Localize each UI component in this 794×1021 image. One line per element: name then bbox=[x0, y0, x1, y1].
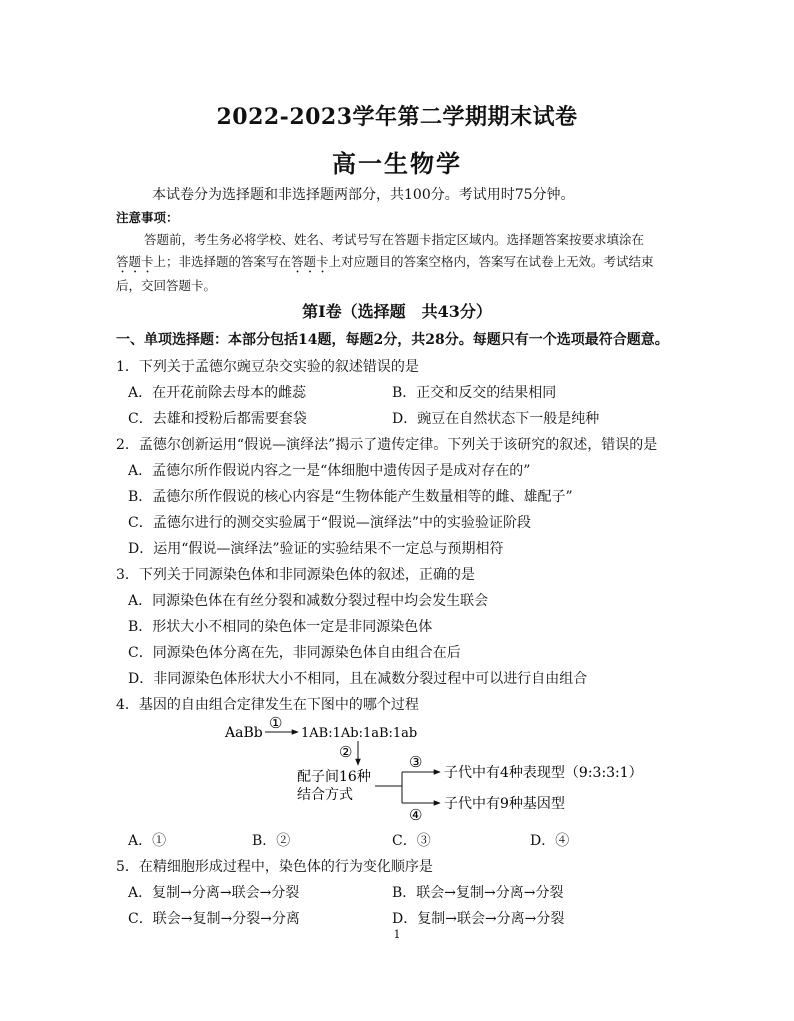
question-2-stem: 2．孟德尔创新运用“假说—演绎法”揭示了遗传定律。下列关于该研究的叙述，错误的是 bbox=[116, 437, 658, 453]
exam-intro: 本试卷分为选择题和非选择题两部分，共100分。考试用时75分钟。 bbox=[152, 187, 575, 203]
question-1-option-d: D．豌豆在自然状态下一般是纯种 bbox=[392, 411, 600, 427]
question-5-option-a: A．复制→分离→联会→分裂 bbox=[128, 885, 300, 901]
notice-line-2 bbox=[116, 252, 654, 276]
notice-line-2-text-1: 上；非选择题的答案写在 bbox=[153, 254, 292, 269]
diagram-combination-line-2: 结合方式 bbox=[297, 787, 353, 803]
question-1-option-c: C．去雄和授粉后都需要套袋 bbox=[128, 411, 307, 427]
question-3-option-b: B．形状大小不相同的染色体一定是非同源染色体 bbox=[128, 619, 433, 635]
question-5-option-c: C．联会→复制→分裂→分离 bbox=[128, 911, 300, 927]
question-4-option-d: D．④ bbox=[530, 833, 570, 849]
question-2-option-b: B．孟德尔所作假说的核心内容是“生物体能产生数量相等的雌、雄配子” bbox=[128, 489, 573, 505]
question-3-stem: 3．下列关于同源染色体和非同源染色体的叙述，正确的是 bbox=[116, 567, 475, 583]
diagram-parent-genotype: AaBb bbox=[225, 725, 263, 741]
question-3-option-a: A．同源染色体在有丝分裂和减数分裂过程中均会发生联会 bbox=[128, 593, 489, 609]
question-4-option-a: A．① bbox=[128, 833, 167, 849]
notice-answer-card-2: 答题卡 bbox=[291, 254, 329, 269]
diagram-result-phenotypes: 子代中有4种表现型（9:3:3:1） bbox=[444, 765, 643, 781]
question-5-option-b: B．联会→复制→分离→分裂 bbox=[392, 885, 564, 901]
question-4-option-c: C．③ bbox=[392, 833, 431, 849]
diagram-combination-line-1: 配子间16种 bbox=[297, 769, 371, 785]
page-number: 1 bbox=[393, 928, 401, 941]
notice-line-1: 答题前，考生务必将学校、姓名、考试号写在答题卡指定区域内。选择题答案按要求填涂在 bbox=[144, 232, 645, 247]
part-heading: 一、单项选择题：本部分包括14题，每题2分，共28分。每题只有一个选项最符合题意。 bbox=[116, 332, 669, 348]
question-1-option-b: B．正交和反交的结果相同 bbox=[392, 385, 557, 401]
notice-heading: 注意事项： bbox=[116, 210, 179, 225]
notice-line-2-text-2: 上对应题目的答案空格内，答案写在试卷上无效。考试结束 bbox=[328, 254, 654, 269]
question-4-stem: 4．基因的自由组合定律发生在下图中的哪个过程 bbox=[116, 697, 419, 713]
section-title: 第Ⅰ卷（选择题 共43分） bbox=[302, 302, 492, 321]
notice-line-3: 后，交回答题卡。 bbox=[116, 278, 217, 293]
question-3-option-d: D．非同源染色体形状大小不相同，且在减数分裂过程中可以进行自由组合 bbox=[128, 671, 588, 687]
diagram-step-3-label: ③ bbox=[409, 753, 423, 771]
diagram-step-4-label: ④ bbox=[409, 806, 423, 824]
diagram-gamete-ratio: 1AB:1Ab:1aB:1ab bbox=[301, 726, 418, 741]
diagram-step-2-label: ② bbox=[339, 743, 353, 761]
question-5-option-d: D．复制→联会→分离→分裂 bbox=[392, 911, 565, 927]
question-5-stem: 5．在精细胞形成过程中，染色体的行为变化顺序是 bbox=[116, 859, 433, 875]
diagram-step-1-label: ① bbox=[269, 714, 283, 732]
question-2-option-d: D．运用“假说—演绎法”验证的实验结果不一定总与预期相符 bbox=[128, 541, 504, 557]
question-1-option-a: A．在开花前除去母本的雌蕊 bbox=[128, 385, 307, 401]
free-combination-diagram bbox=[215, 713, 655, 825]
question-1-stem: 1．下列关于孟德尔豌豆杂交实验的叙述错误的是 bbox=[116, 359, 419, 375]
question-2-option-a: A．孟德尔所作假说内容之一是“体细胞中遗传因子是成对存在的” bbox=[128, 463, 531, 479]
question-2-option-c: C．孟德尔进行的测交实验属于“假说—演绎法”中的实验验证阶段 bbox=[128, 515, 532, 531]
diagram-result-genotypes: 子代中有9种基因型 bbox=[444, 796, 565, 812]
notice-answer-card-1: 答题卡 bbox=[116, 254, 154, 269]
question-3-option-c: C．同源染色体分离在先，非同源染色体自由组合在后 bbox=[128, 645, 461, 661]
question-4-option-b: B．② bbox=[252, 833, 291, 849]
exam-subject: 高一生物学 bbox=[332, 149, 462, 178]
exam-title: 2022-2023学年第二学期期末试卷 bbox=[216, 104, 578, 130]
